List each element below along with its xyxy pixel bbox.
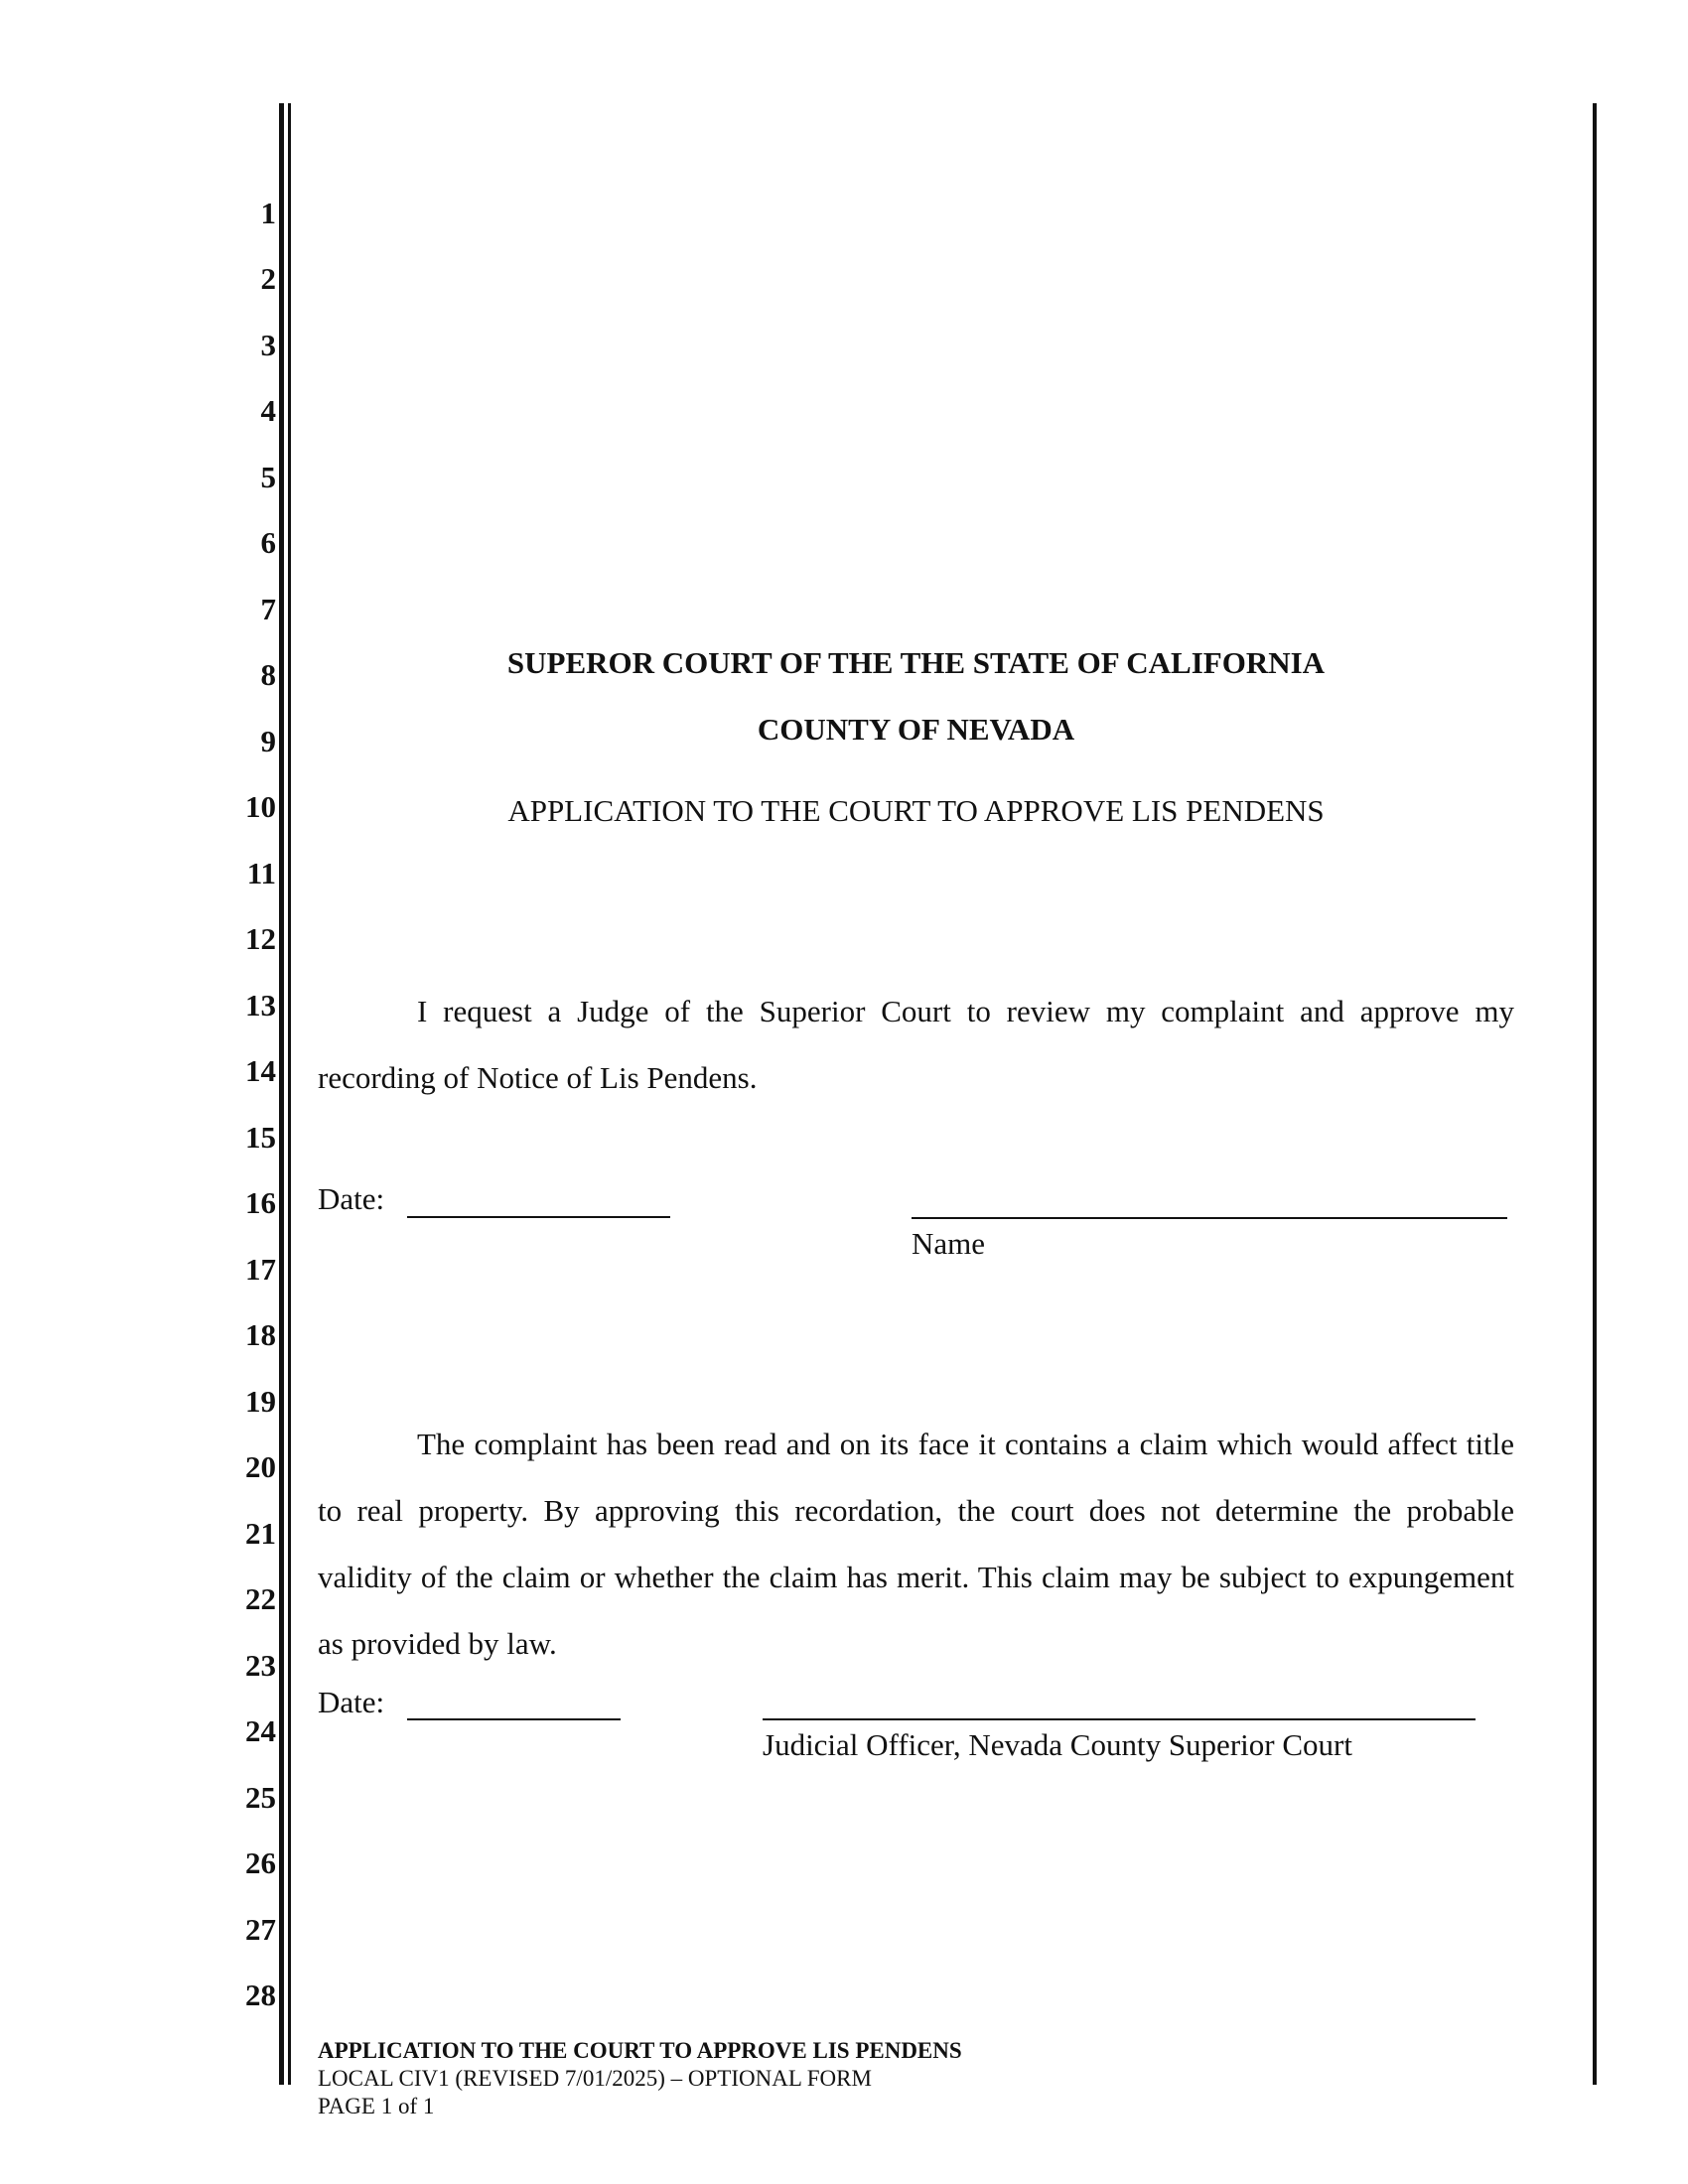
line-number: 6: [260, 525, 276, 560]
line-number: 22: [245, 1581, 276, 1616]
line-number: 12: [245, 921, 276, 956]
left-margin-rule-outer: [279, 103, 284, 2085]
line-number: 17: [245, 1252, 276, 1287]
left-margin-rule-inner: [288, 103, 291, 2085]
request-signature-line[interactable]: [912, 1217, 1507, 1219]
request-paragraph: [318, 978, 1514, 1111]
request-text: I request a Judge of the Superior Court to review my complaint and approve my recording of Notice of Lis Pendens.: [318, 994, 1514, 1095]
line-number: 24: [245, 1713, 276, 1748]
line-number: 14: [245, 1053, 276, 1088]
order-date-field[interactable]: [407, 1685, 621, 1720]
line-number: 4: [260, 393, 276, 428]
page-footer: [318, 2037, 962, 2120]
line-number: 8: [260, 657, 276, 692]
line-number: 2: [260, 261, 276, 296]
line-number: 19: [245, 1384, 276, 1419]
line-number: 20: [245, 1449, 276, 1484]
judicial-officer-label: Judicial Officer, Nevada County Superior Court: [763, 1727, 1352, 1762]
line-number: 15: [245, 1120, 276, 1155]
line-number: 18: [245, 1317, 276, 1352]
line-number: 13: [245, 988, 276, 1023]
line-number: 11: [246, 856, 276, 890]
line-number: 25: [245, 1780, 276, 1815]
document-title: APPLICATION TO THE COURT TO APPROVE LIS PENDENS: [507, 793, 1325, 828]
footer-page-number: PAGE 1 of 1: [318, 2094, 435, 2118]
line-number: 10: [245, 789, 276, 824]
line-number: 27: [245, 1912, 276, 1947]
footer-form-id: LOCAL CIV1 (REVISED 7/01/2025) – OPTIONAL FORM: [318, 2066, 872, 2091]
court-name: SUPEROR COURT OF THE THE STATE OF CALIFORNIA: [506, 645, 1326, 680]
line-number: 21: [245, 1516, 276, 1551]
line-number: 28: [245, 1978, 276, 2012]
line-number: 23: [245, 1648, 276, 1683]
line-number: 1: [260, 196, 276, 230]
line-number: 5: [260, 460, 276, 494]
line-number: 9: [260, 724, 276, 758]
request-date-field[interactable]: [407, 1182, 670, 1218]
order-text: The complaint has been read and on its face it contains a claim which would affect title to real property. By approving this recordation, the court does not determine the probable validity of the claim or whether the claim has merit. This claim may be subject to expungement as provided by law.: [318, 1427, 1514, 1661]
order-date-label: Date:: [318, 1685, 385, 1719]
order-paragraph: [318, 1411, 1514, 1677]
line-number: 16: [245, 1185, 276, 1220]
county-name: COUNTY OF NEVADA: [757, 712, 1075, 747]
judicial-officer-signature-line[interactable]: [763, 1718, 1476, 1720]
right-margin-rule: [1593, 103, 1597, 2085]
name-label: Name: [912, 1226, 986, 1261]
line-number: 26: [245, 1845, 276, 1880]
request-date-label: Date:: [318, 1181, 385, 1216]
line-number: 3: [260, 328, 276, 362]
footer-title: APPLICATION TO THE COURT TO APPROVE LIS PENDENS: [318, 2038, 962, 2063]
line-number: 7: [260, 592, 276, 626]
